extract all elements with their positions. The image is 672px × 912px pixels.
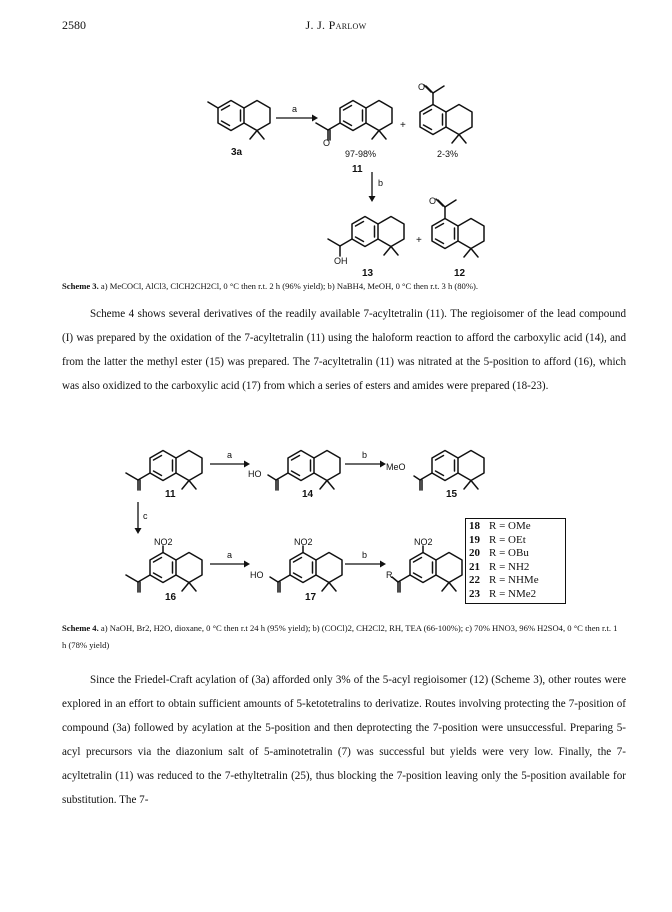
paragraph-1: Scheme 4 shows several derivatives of the readily available 7-acyltetralin (11). The regioisomer of the lead compound (I) was prepared by the oxidation of the 7-acyltetralin (11) using the haloform reaction to afford the carboxylic acid (14), and from the latter the methyl ester (15) was prepared. The 7-acyltetralin (11) was nitrated at the 5-position to afford (16), which was also oxidized to the carboxylic acid (17) from which a series of esters and amides were prepared (18-23).: [62, 308, 626, 392]
label-no2-16: NO2: [154, 537, 173, 547]
molecule-18-23: [392, 546, 462, 592]
running-header-author: J. J. Parlow: [305, 18, 367, 32]
paragraph-2: Since the Friedel-Craft acylation of (3a) afforded only 3% of the 5-acyl regioisomer (12) (Scheme 3), other routes were explored in an effort to obtain sufficient amounts of 5-ketotetralins to derivatize. Routes involving protecting the 7-position of compound (3a) followed by acylation at the 5-position and then deprotecting the 7-position were unsuccessful. Preparing 5-acyl precursors via the diazonium salt of 5-aminotetralin (7) was successful but yields were very low. Finally, the 7-acyltetralin (11) was reduced to the 7-ethyltetralin (25), thus blocking the 7-position leaving only the 5-position available for substitution. The 7-: [62, 674, 626, 806]
label-no2-17: NO2: [294, 537, 313, 547]
r-row: 23 R = NMe2: [469, 587, 537, 600]
step-a-s4: a: [227, 450, 233, 460]
label-o-12b: O: [429, 196, 437, 206]
label-11: 11: [352, 164, 363, 175]
label-3a: 3a: [231, 147, 243, 158]
molecule-16: [126, 546, 202, 592]
step-a2-s4: a: [227, 550, 233, 560]
label-12: 12: [454, 268, 466, 279]
plus-1: +: [400, 120, 406, 131]
step-c-s4: c: [143, 511, 148, 521]
scheme-4-caption: Scheme 4. a) NaOH, Br2, H2O, dioxane, 0 °C then r.t 24 h (95% yield); b) (COCl)2, CH2Cl2, RH, TEA (66-100%); c) 70% HNO3, 96% H2SO4, 0 °C then r.t. 1 h (78% yield): [62, 623, 618, 650]
step-b-s4: b: [362, 450, 368, 460]
r-row: 19 R = OEt: [469, 533, 526, 546]
label-13: 13: [362, 268, 374, 279]
yield-12: 2-3%: [437, 149, 459, 159]
molecule-11-s4: [126, 451, 202, 491]
r-row: 21 R = NH2: [469, 560, 530, 573]
page-number: 2580: [62, 18, 86, 32]
r-row: 20 R = OBu: [469, 547, 529, 560]
label-ho-17: HO: [250, 570, 264, 580]
label-r: R: [386, 570, 393, 580]
label-meo-15: MeO: [386, 462, 406, 472]
scheme-3-caption: Scheme 3. a) MeCOCl, AlCl3, ClCH2CH2Cl, 0 °C then r.t. 2 h (96% yield); b) NaBH4, MeOH, 0 °C then r.t. 3 h (80%).: [62, 281, 479, 291]
label-14: 14: [302, 489, 314, 500]
plus-2: +: [416, 235, 422, 246]
molecule-15: [414, 451, 484, 491]
label-no2-r: NO2: [414, 537, 433, 547]
label-oh: OH: [334, 256, 348, 266]
step-a: a: [292, 104, 298, 114]
molecule-17: [270, 546, 342, 592]
label-16: 16: [165, 592, 177, 603]
label-o-12: O: [418, 82, 426, 92]
step-b2-s4: b: [362, 550, 368, 560]
label-ho-14: HO: [248, 469, 262, 479]
label-11-s4: 11: [165, 489, 176, 500]
r-row: 18 R = OMe: [469, 520, 531, 532]
label-15: 15: [446, 489, 458, 500]
r-row: 22 R = NHMe: [469, 574, 539, 587]
molecule-14: [268, 451, 340, 491]
label-o-11: O: [323, 138, 331, 148]
label-17: 17: [305, 592, 317, 603]
r-group-table: [465, 518, 566, 604]
yield-11: 97-98%: [345, 149, 377, 159]
step-b: b: [378, 178, 384, 188]
